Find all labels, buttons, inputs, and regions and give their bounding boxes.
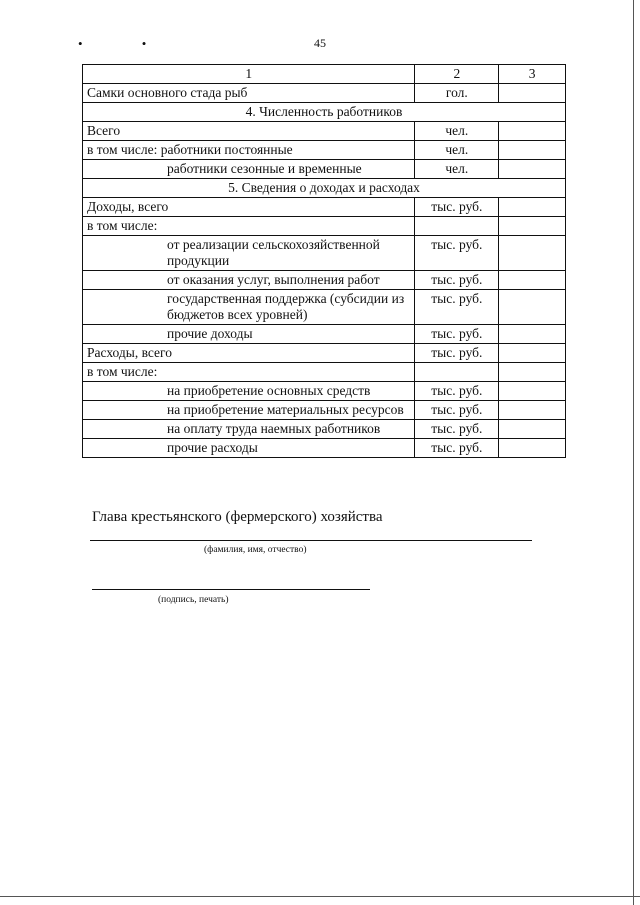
row-unit: тыс. руб. (415, 439, 499, 458)
row-unit: тыс. руб. (415, 290, 499, 325)
report-table (82, 64, 566, 458)
row-label: прочие расходы (83, 439, 415, 458)
row-unit: тыс. руб. (415, 198, 499, 217)
table-row (83, 439, 566, 458)
row-label: работники сезонные и временные (83, 160, 415, 179)
value-cell[interactable] (499, 325, 566, 344)
table-row (83, 344, 566, 363)
table-row (83, 160, 566, 179)
table-row (83, 141, 566, 160)
section-heading-row (83, 103, 566, 122)
value-cell[interactable] (499, 439, 566, 458)
table-row (83, 271, 566, 290)
row-label: от оказания услуг, выполнения работ (83, 271, 415, 290)
table-row (83, 236, 566, 271)
table-row (83, 325, 566, 344)
row-unit: тыс. руб. (415, 382, 499, 401)
row-unit: гол. (415, 84, 499, 103)
row-label: в том числе: работники постоянные (83, 141, 415, 160)
row-label: на приобретение основных средств (83, 382, 415, 401)
row-unit: тыс. руб. (415, 401, 499, 420)
row-label: на оплату труда наемных работников (83, 420, 415, 439)
row-unit: тыс. руб. (415, 344, 499, 363)
row-label: прочие доходы (83, 325, 415, 344)
row-unit: чел. (415, 141, 499, 160)
section-title: 4. Численность работников (83, 103, 566, 122)
row-label: на приобретение материальных ресурсов (83, 401, 415, 420)
unit-cell (415, 217, 499, 236)
value-cell[interactable] (499, 382, 566, 401)
row-label: Самки основного стада рыб (83, 84, 415, 103)
unit-cell (415, 363, 499, 382)
table-row (83, 363, 566, 382)
col-header-1: 1 (83, 65, 415, 84)
table-row (83, 401, 566, 420)
col-header-2: 2 (415, 65, 499, 84)
row-unit: чел. (415, 160, 499, 179)
row-label: Расходы, всего (83, 344, 415, 363)
value-cell[interactable] (499, 84, 566, 103)
table-row (83, 217, 566, 236)
row-label: Доходы, всего (83, 198, 415, 217)
value-cell[interactable] (499, 401, 566, 420)
table-row (83, 382, 566, 401)
value-cell[interactable] (499, 217, 566, 236)
value-cell[interactable] (499, 271, 566, 290)
name-caption: (фамилия, имя, отчество) (204, 545, 307, 555)
row-unit: тыс. руб. (415, 325, 499, 344)
row-unit: тыс. руб. (415, 271, 499, 290)
col-header-3: 3 (499, 65, 566, 84)
table-row (83, 420, 566, 439)
scan-edge-right (633, 0, 634, 905)
value-cell[interactable] (499, 363, 566, 382)
value-cell[interactable] (499, 198, 566, 217)
value-cell[interactable] (499, 160, 566, 179)
value-cell[interactable] (499, 122, 566, 141)
signature-line[interactable] (92, 589, 370, 590)
table-row (83, 84, 566, 103)
table-header-row (83, 65, 566, 84)
name-line[interactable] (90, 540, 532, 541)
value-cell[interactable] (499, 141, 566, 160)
value-cell[interactable] (499, 236, 566, 271)
scan-marks: • • (78, 36, 175, 51)
row-label: государственная поддержка (субсидии из бюджетов всех уровней) (83, 290, 415, 325)
table-row (83, 290, 566, 325)
scan-edge-bottom (0, 896, 640, 897)
page-number: 45 (314, 36, 326, 50)
value-cell[interactable] (499, 420, 566, 439)
row-label: в том числе: (83, 217, 415, 236)
row-unit: тыс. руб. (415, 236, 499, 271)
row-unit: чел. (415, 122, 499, 141)
row-label: в том числе: (83, 363, 415, 382)
value-cell[interactable] (499, 290, 566, 325)
signature-caption: (подпись, печать) (158, 595, 229, 605)
value-cell[interactable] (499, 344, 566, 363)
section-heading-row (83, 179, 566, 198)
section-title: 5. Сведения о доходах и расходах (83, 179, 566, 198)
table-row (83, 122, 566, 141)
row-label: от реализации сельскохозяйственной продукции (83, 236, 415, 271)
row-label: Всего (83, 122, 415, 141)
signature-title: Глава крестьянского (фермерского) хозяйства (92, 509, 383, 525)
table-row (83, 198, 566, 217)
row-unit: тыс. руб. (415, 420, 499, 439)
